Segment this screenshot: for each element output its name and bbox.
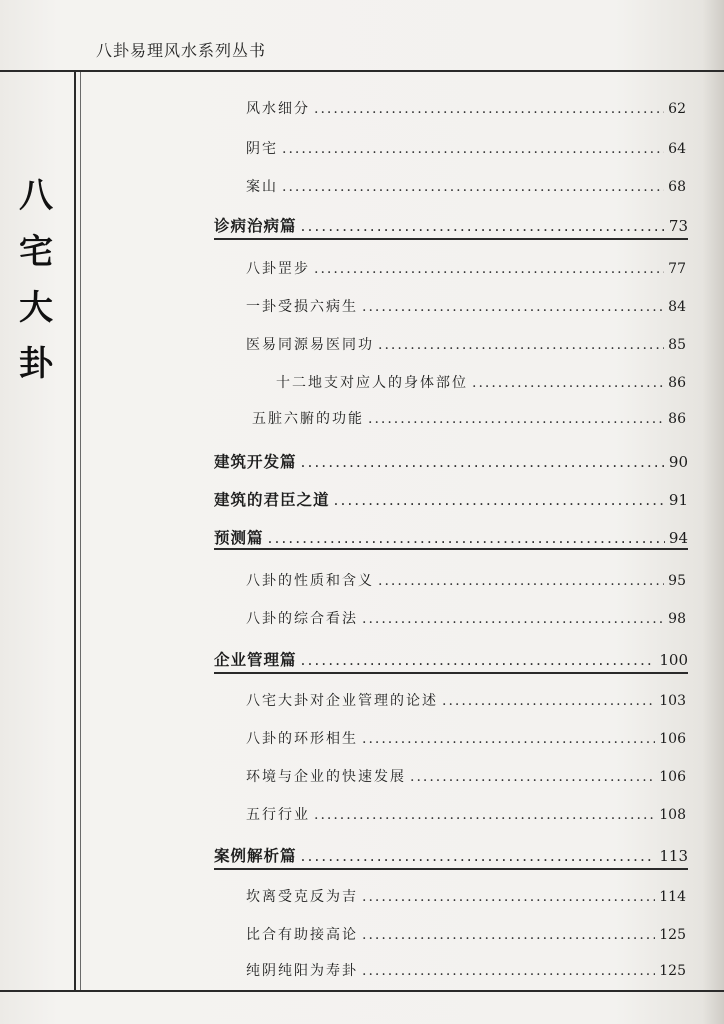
toc-entry-title: 五脏六腑的功能 [252, 411, 364, 427]
section-underline [214, 868, 688, 870]
toc-entry-page: 62 [668, 101, 686, 117]
toc-leader-dots [301, 453, 665, 471]
toc-entry-title: 纯阴纯阳为寿卦 [246, 963, 358, 979]
toc-leader-dots [268, 529, 665, 547]
toc-entry-title: 八卦的综合看法 [246, 611, 358, 627]
toc-section-page: 73 [668, 217, 688, 235]
toc-entry-page: 95 [668, 573, 686, 589]
toc-entry-title: 案山 [246, 179, 278, 195]
toc-section-title: 诊病治病篇 [214, 217, 297, 235]
toc-section[interactable] [214, 450, 688, 472]
toc-entry[interactable] [246, 804, 686, 824]
toc-entry-title: 八宅大卦对企业管理的论述 [246, 693, 438, 709]
section-underline [214, 548, 688, 550]
toc-leader-dots [378, 573, 664, 589]
toc-leader-dots [301, 217, 665, 235]
toc-entry-title: 风水细分 [246, 101, 310, 117]
toc-entry[interactable] [252, 408, 686, 428]
toc-section-title: 建筑开发篇 [214, 453, 297, 471]
toc-leader-dots [301, 651, 656, 669]
toc-entry[interactable] [246, 960, 686, 980]
toc-entry-title: 八卦的性质和含义 [246, 573, 374, 589]
toc-section[interactable] [214, 488, 688, 510]
series-title: 八卦易理风水系列丛书 [96, 41, 267, 60]
toc-entry[interactable] [276, 372, 686, 392]
toc-entry[interactable] [246, 728, 686, 748]
toc-leader-dots [472, 375, 664, 391]
toc-leader-dots [362, 731, 655, 747]
book-title-char: 卦 [19, 344, 53, 384]
toc-entry-title: 坎离受克反为吉 [246, 889, 358, 905]
toc-leader-dots [282, 141, 664, 157]
toc-leader-dots [410, 769, 655, 785]
toc-entry[interactable] [246, 924, 686, 944]
toc-entry-page: 85 [668, 337, 686, 353]
toc-entry-page: 103 [659, 693, 686, 709]
toc-entry-page: 125 [659, 963, 686, 979]
toc-entry-page: 98 [668, 611, 686, 627]
toc-entry-title: 一卦受损六病生 [246, 299, 358, 315]
toc-entry-page: 106 [659, 731, 686, 747]
toc-leader-dots [314, 261, 664, 277]
toc-section-title: 企业管理篇 [214, 651, 297, 669]
toc-section[interactable] [214, 648, 688, 670]
toc-entry[interactable] [246, 176, 686, 196]
toc-entry-page: 125 [659, 927, 686, 943]
toc-leader-dots [362, 889, 655, 905]
book-title-char: 八 [19, 176, 53, 216]
toc-section[interactable] [214, 214, 688, 236]
toc-leader-dots [362, 963, 655, 979]
toc-entry-page: 114 [659, 889, 686, 905]
toc-section-title: 预测篇 [214, 529, 264, 547]
toc-leader-dots [334, 491, 665, 509]
toc-entry-page: 106 [659, 769, 686, 785]
toc-section-page: 113 [659, 847, 688, 865]
toc-entry-page: 77 [668, 261, 686, 277]
toc-leader-dots [362, 611, 664, 627]
toc-section-page: 91 [668, 491, 688, 509]
toc-entry[interactable] [246, 766, 686, 786]
toc-leader-dots [378, 337, 664, 353]
toc-entry[interactable] [246, 608, 686, 628]
toc-leader-dots [442, 693, 655, 709]
toc-entry-title: 阴宅 [246, 141, 278, 157]
toc-section-title: 案例解析篇 [214, 847, 297, 865]
toc-entry-title: 医易同源易医同功 [246, 337, 374, 353]
toc-leader-dots [301, 847, 656, 865]
toc-leader-dots [314, 807, 655, 823]
toc-entry[interactable] [246, 296, 686, 316]
toc-section-page: 100 [659, 651, 688, 669]
toc-leader-dots [362, 927, 655, 943]
toc-entry[interactable] [246, 690, 686, 710]
section-underline [214, 672, 688, 674]
toc-entry-page: 68 [668, 179, 686, 195]
toc-entry-title: 十二地支对应人的身体部位 [276, 375, 468, 391]
book-title-char: 大 [19, 288, 53, 328]
toc-entry-title: 环境与企业的快速发展 [246, 769, 406, 785]
toc-entry[interactable] [246, 258, 686, 278]
toc-section-page: 90 [668, 453, 688, 471]
toc-entry-title: 比合有助接高论 [246, 927, 358, 943]
book-title-char: 宅 [19, 232, 53, 272]
toc-entry-page: 86 [668, 411, 686, 427]
section-underline [214, 238, 688, 240]
toc-entry[interactable] [246, 334, 686, 354]
toc-entry-title: 八卦的环形相生 [246, 731, 358, 747]
toc-entry-page: 108 [659, 807, 686, 823]
toc-entry-page: 64 [668, 141, 686, 157]
toc-entry-title: 五行行业 [246, 807, 310, 823]
toc-entry[interactable] [246, 570, 686, 590]
toc-entry[interactable] [246, 98, 686, 118]
toc-section[interactable] [214, 844, 688, 866]
toc-leader-dots [282, 179, 664, 195]
toc-entry[interactable] [246, 138, 686, 158]
toc-entry[interactable] [246, 886, 686, 906]
toc-section-title: 建筑的君臣之道 [214, 491, 330, 509]
toc-entry-page: 86 [668, 375, 686, 391]
toc-leader-dots [368, 411, 664, 427]
toc-section-page: 94 [668, 529, 688, 547]
toc-section[interactable] [214, 526, 688, 548]
toc-entry-page: 84 [668, 299, 686, 315]
toc-leader-dots [314, 101, 664, 117]
toc-entry-title: 八卦罡步 [246, 261, 310, 277]
toc-leader-dots [362, 299, 664, 315]
